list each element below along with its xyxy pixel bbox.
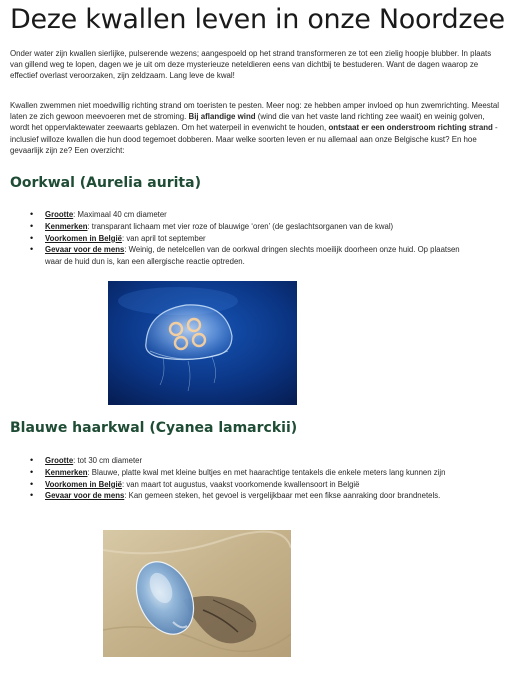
moon-jellyfish-photo — [108, 281, 297, 405]
fact-label: Voorkomen in België — [45, 479, 122, 489]
facts-list-oorkwal — [30, 209, 470, 268]
fact-label: Kenmerken — [45, 467, 88, 477]
blue-jellyfish-illustration — [103, 530, 291, 657]
para-text-3: - inclusief willoze kwallen die hun dood tegemoet dobberen. Maar welke soorten leven er nu allemaal aan onze Belgische kust? En hoe gevaarlijk zijn ze? Een overzicht: — [10, 123, 498, 155]
fact-label: Gevaar voor de mens — [45, 491, 125, 501]
fact-label: Gevaar voor de mens — [45, 245, 125, 255]
fact-item — [30, 209, 470, 221]
fact-item — [30, 233, 470, 245]
fact-text: : Weinig, de netelcellen van de oorkwal dringen slechts moeilijk doorheen onze huid. Op plaatsen waar de huid dun is, kan een allergische reactie optreden. — [45, 245, 460, 267]
fact-text: : tot 30 cm diameter — [73, 456, 143, 465]
moon-jellyfish-illustration — [108, 281, 297, 405]
fact-item — [30, 479, 470, 491]
para-bold-2: ontstaat er een onderstroom richting strand — [328, 123, 493, 133]
fact-text: : transparant lichaam met vier roze of blauwige ‘oren’ (de geslachtsorganen van de kwal) — [87, 221, 394, 231]
fact-text: : van maart tot augustus, vaakst voorkomende kwallensoort in België — [121, 479, 360, 489]
para-text-1: Kwallen zwemmen niet moedwillig richting strand om toeristen te pesten. Meer nog: ze hebben amper invloed op hun zwemrichting. Meestal laten ze zich gewoon meevoeren met de stroming. — [10, 101, 500, 122]
fact-label: Voorkomen in België — [45, 233, 122, 243]
intro-paragraph: Onder water zijn kwallen sierlijke, pulserende wezens; aangespoeld op het strand transformeren ze tot een zielig hoopje blubber. In plaats van gillend weg te lopen, dagen we je uit om deze mysterieuze neteldieren eens van dichtbij te bestuderen. Want de dagen waarop ze effectief overlast veroorzaken, zijn zeldzaam. Lang leve de kwal! — [10, 49, 492, 81]
facts-list-blauwe-haarkwal — [30, 455, 470, 502]
fact-text: : Kan gemeen steken, het gevoel is vergelijkbaar met een fikse aanraking door brandnetels. — [124, 491, 441, 501]
fact-item — [30, 467, 470, 479]
para-text-2: (wind die van het vaste land richting zee waait) en weinig golven, wordt het oppervlaktewater zeewaarts geblazen. Om het waterpeil in evenwicht te houden, — [10, 112, 485, 133]
fact-label: Grootte — [45, 456, 74, 465]
fact-item — [30, 490, 470, 502]
current-paragraph — [10, 100, 502, 156]
fact-item — [30, 221, 470, 233]
fact-item — [30, 455, 470, 467]
para-bold-1: Bij aflandige wind — [188, 112, 256, 122]
fact-text: : Blauwe, platte kwal met kleine bultjes en met haarachtige tentakels die enkele meters lang kunnen zijn — [87, 467, 446, 477]
fact-text: : Maximaal 40 cm diameter — [73, 210, 167, 219]
blue-jellyfish-photo — [103, 530, 291, 657]
fact-item — [30, 244, 470, 268]
fact-label: Kenmerken — [45, 221, 88, 231]
fact-label: Grootte — [45, 210, 74, 219]
section-heading-oorkwal: Oorkwal (Aurelia aurita) — [10, 175, 201, 191]
fact-text: : van april tot september — [121, 233, 206, 243]
section-heading-blauwe-haarkwal: Blauwe haarkwal (Cyanea lamarckii) — [10, 420, 298, 436]
page-title: Deze kwallen leven in onze Noordzee — [10, 4, 505, 35]
